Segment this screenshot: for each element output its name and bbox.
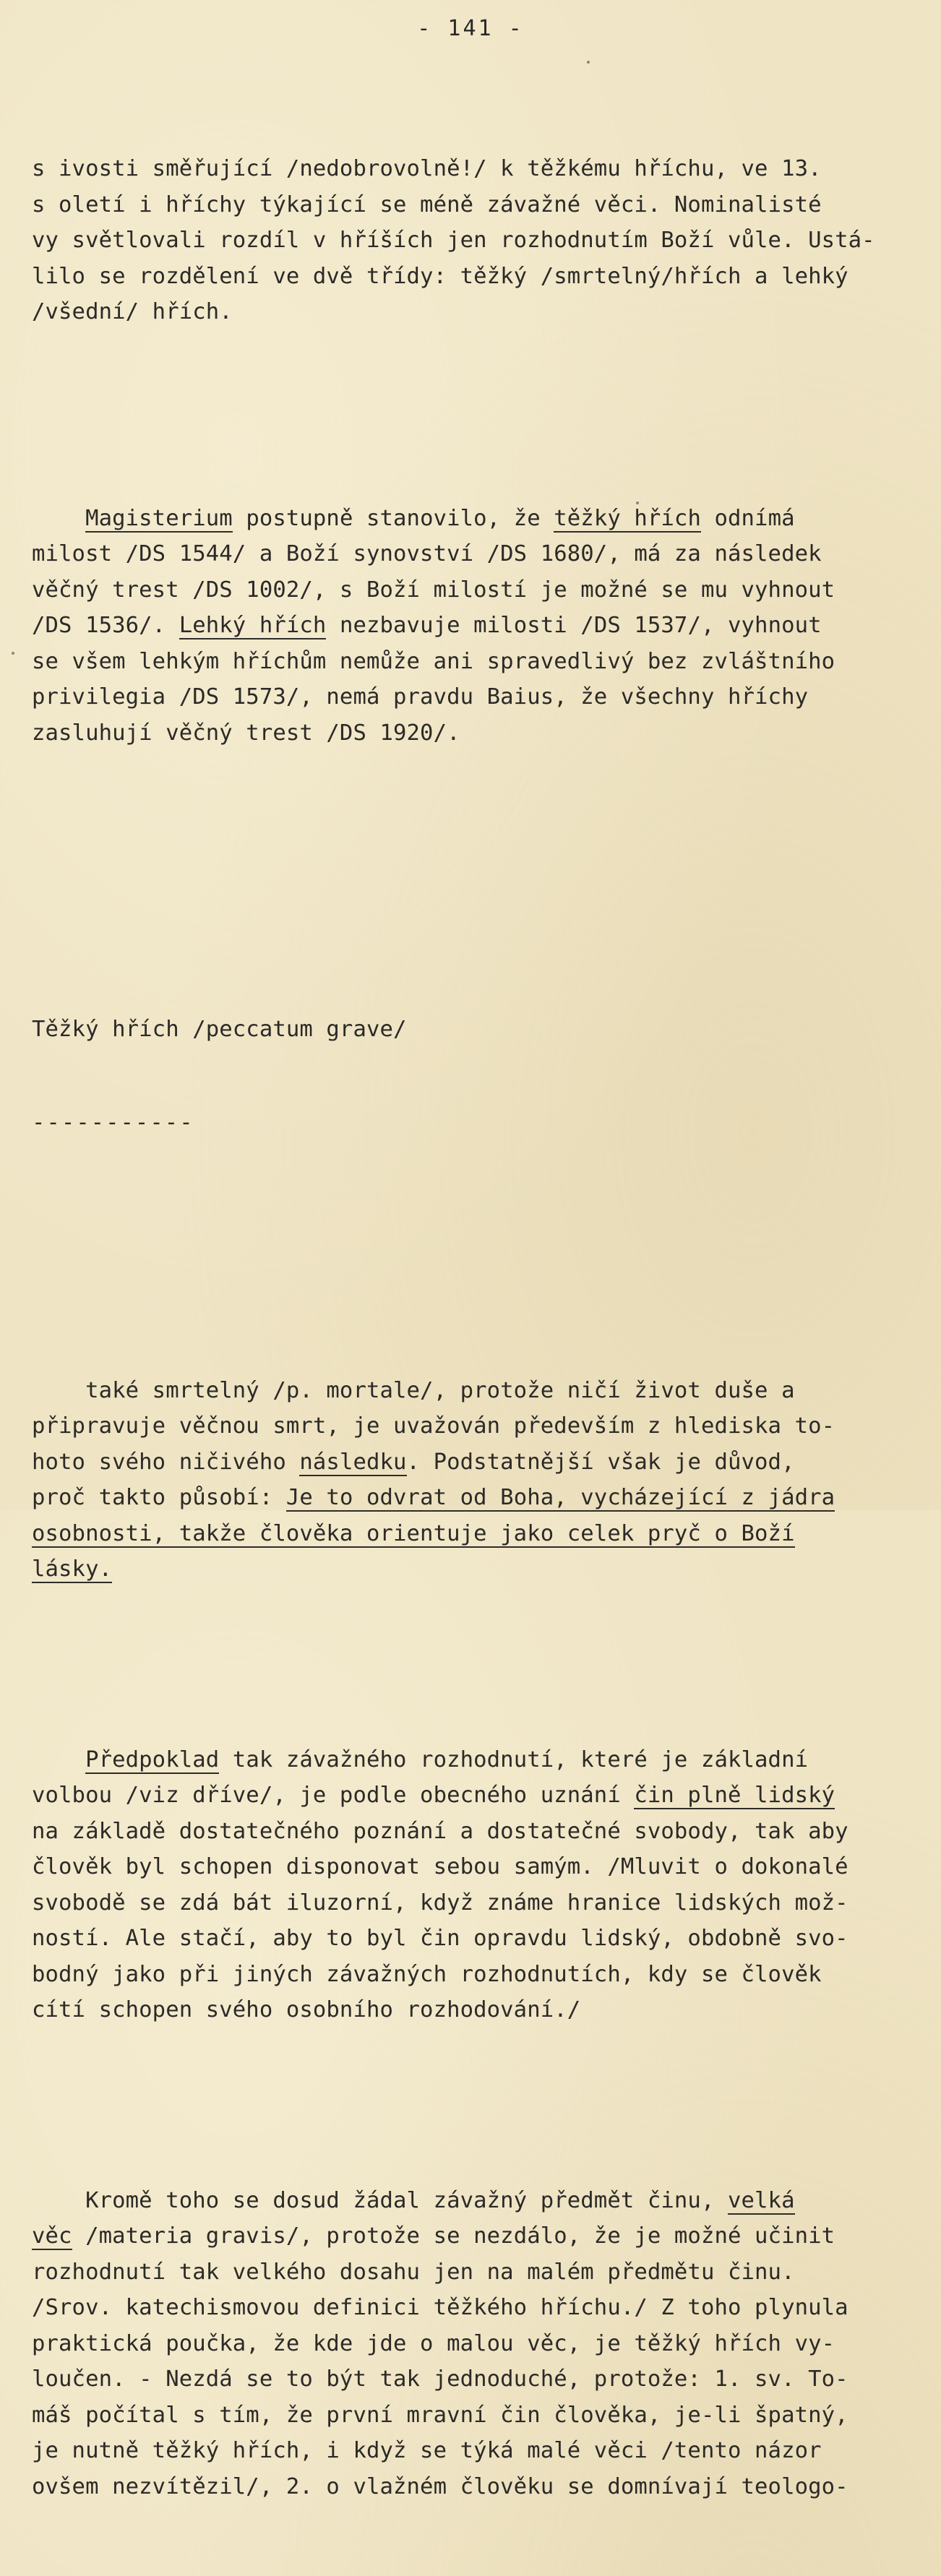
text-line <box>32 1551 914 1588</box>
text-run: /DS 1536/. <box>32 613 179 638</box>
underlined-text: lásky. <box>32 1556 113 1582</box>
text-line: /všední/ hřích. <box>32 299 233 324</box>
text-line <box>32 2218 914 2254</box>
paragraph-4 <box>32 1742 914 2028</box>
text-line <box>32 1516 914 1552</box>
text-line <box>32 1885 914 1921</box>
text-line <box>32 644 914 680</box>
text-line <box>32 1814 914 1850</box>
text-run: rozhodnutí tak velkého dosahu jen na malém předmětu činu. <box>32 2259 795 2285</box>
text-run: je nutně těžký hřích, i když se týká malé věci /tento názor <box>32 2438 822 2463</box>
section-heading: Těžký hřích /peccatum grave/ <box>32 1017 407 1042</box>
text-line <box>32 608 914 644</box>
text-line <box>32 1957 914 1993</box>
text-run: člověk byl schopen disponovat sebou samým. /Mluvit o dokonalé <box>32 1854 848 1879</box>
text-run: loučen. - Nezdá se to být tak jednoduché, protože: 1. sv. To- <box>32 2366 848 2392</box>
text-run: zasluhují věčný trest /DS 1920/. <box>32 720 460 746</box>
text-run: máš počítal s tím, že první mravní čin člověka, je-li špatný, <box>32 2402 848 2428</box>
paragraph-5 <box>32 2183 914 2505</box>
text-run: Kromě toho se dosud žádal závažný předmět činu, <box>32 2187 728 2213</box>
text-line <box>32 2290 914 2326</box>
text-run: proč takto působí: <box>32 1485 286 1510</box>
text-run: věčný trest /DS 1002/, s Boží milostí je možné se mu vyhnout <box>32 577 835 603</box>
underlined-text: velká <box>728 2187 795 2213</box>
text-line <box>32 679 914 715</box>
text-line: lilo se rozdělení ve dvě třídy: těžký /smrtelný/hřích a lehký <box>32 263 848 289</box>
text-run: ností. Ale stačí, aby to byl čin opravdu lidský, obdobně svo- <box>32 1926 848 1951</box>
text-line <box>32 1849 914 1885</box>
text-run: hoto svého ničivého <box>32 1449 300 1475</box>
text-run: bodný jako při jiných závažných rozhodnutích, kdy se člověk <box>32 1961 822 1987</box>
text-run: privilegia /DS 1573/, nemá pravdu Baius, že všechny hříchy <box>32 684 809 710</box>
text-run: ovšem nezvítězil/, 2. o vlažném člověku se domnívají teologo- <box>32 2473 848 2499</box>
text-line <box>32 1444 914 1481</box>
text-run: postupně stanovilo, že <box>232 505 554 531</box>
text-run: nezbavuje milosti /DS 1537/, vyhnout <box>326 613 822 638</box>
text-run: tak závažného rozhodnutí, které je základní <box>219 1746 809 1772</box>
text-run: připravuje věčnou smrt, je uvažován především z hlediska to- <box>32 1413 835 1439</box>
text-line <box>32 2398 914 2434</box>
underlined-text: čin plně lidský <box>634 1783 835 1808</box>
underlined-text: následku <box>299 1449 407 1475</box>
heading-underline-rule: ----------- <box>32 1109 194 1135</box>
underlined-text: Je to odvrat od Boha, vycházející z jádra <box>285 1485 835 1510</box>
text-line: s ivosti směřující /nedobrovolně!/ k těžkému hříchu, ve 13. <box>32 156 822 181</box>
text-run: volbou /viz dříve/, je podle obecného uznání <box>32 1783 635 1808</box>
text-run: praktická poučka, že kde jde o malou věc, je těžký hřích vy- <box>32 2330 835 2356</box>
text-line <box>32 2361 914 2398</box>
text-line <box>32 2326 914 2362</box>
text-run <box>32 1747 85 1772</box>
text-run: svobodě se zdá bát iluzorní, když známe hranice lidských mož- <box>32 1890 848 1916</box>
text-line <box>32 572 914 608</box>
text-line <box>32 536 914 572</box>
text-line <box>32 1742 914 1778</box>
text-line <box>32 1778 914 1814</box>
underlined-text: Magisterium <box>85 505 233 531</box>
text-line <box>32 1921 914 1957</box>
underlined-text: Lehký hřích <box>179 613 327 638</box>
text-run: . Podstatnější však je důvod, <box>406 1449 795 1475</box>
underlined-text: Předpoklad <box>85 1746 220 1772</box>
paragraph-1 <box>32 151 914 330</box>
underlined-text: těžký hřích <box>554 505 701 531</box>
text-line: vy světlovali rozdíl v hříších jen rozhodnutím Boží vůle. Ustá- <box>32 228 875 253</box>
text-run: také smrtelný /p. mortale/, protože ničí život duše a <box>32 1377 795 1403</box>
text-run: milost /DS 1544/ a Boží synovství /DS 1680/, má za následek <box>32 541 822 567</box>
underlined-text: osobnosti, takže člověka orientuje jako celek pryč o Boží <box>32 1520 795 1546</box>
text-line <box>32 1408 914 1444</box>
text-run: cítí schopen svého osobního rozhodování./ <box>32 1997 581 2023</box>
section-heading-block <box>32 940 914 1202</box>
text-line <box>32 1373 914 1409</box>
text-run: na základě dostatečného poznání a dostatečné svobody, tak aby <box>32 1818 848 1844</box>
text-line <box>32 2469 914 2505</box>
ink-speck <box>587 61 590 64</box>
paragraph-2 <box>32 501 914 751</box>
text-line <box>32 2183 914 2219</box>
page-body <box>32 79 914 2576</box>
text-line: s oletí i hříchy týkající se méně závažné věci. Nominalisté <box>32 191 822 217</box>
text-run <box>32 506 85 531</box>
page-number: - 141 - <box>417 16 524 41</box>
text-line <box>32 2254 914 2291</box>
text-line <box>32 1992 914 2028</box>
paragraph-3 <box>32 1373 914 1588</box>
text-line <box>32 1480 914 1516</box>
text-line <box>32 501 914 537</box>
text-run: /Srov. katechismovou definici těžkého hříchu./ Z toho plynula <box>32 2295 848 2320</box>
text-run: odnímá <box>700 505 795 531</box>
text-run: se všem lehkým hříchům nemůže ani spravedlivý bez zvláštního <box>32 648 835 674</box>
text-line <box>32 715 914 751</box>
ink-speck <box>636 501 639 504</box>
underlined-text: věc <box>32 2223 72 2249</box>
text-run: /materia gravis/, protože se nezdálo, že je možné učinit <box>72 2223 835 2249</box>
text-line <box>32 2433 914 2469</box>
ink-speck <box>12 652 14 655</box>
